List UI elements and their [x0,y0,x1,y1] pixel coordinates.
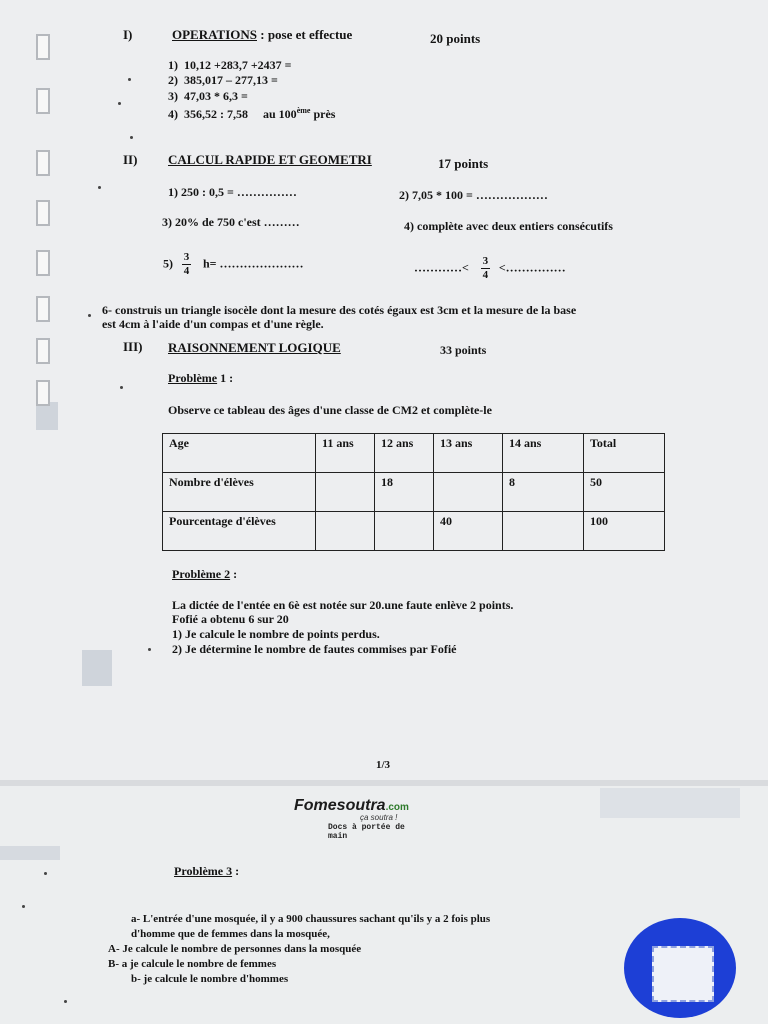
table-cell: 18 [375,473,434,512]
problem-3-line: B- a je calcule le nombre de femmes [108,958,277,970]
op-item-extra: au 100 [263,107,297,121]
binder-hole [36,150,50,176]
q6-line-2: est 4cm à l'aide d'un compas et d'une règle. [102,317,324,331]
table-cell: 100 [584,512,665,551]
q1-text: 1) 250 : 0,5 = …………… [168,185,297,199]
table-cell: 40 [434,512,503,551]
q4-answer-left: …………< [414,260,469,275]
table-header-row [163,434,665,473]
op-item-text: 47,03 * 6,3 = [184,89,248,103]
fraction-numerator: 3 [482,255,489,267]
problem-1-title: Problème [168,371,218,385]
section-1-points: 20 points [430,31,481,46]
table-cell: Nombre d'élèves [163,473,316,512]
scan-shade [36,402,58,430]
problem-2-line: La dictée de l'entée en 6è est notée sur 20.une faute enlève 2 points. [172,598,514,612]
table-cell [434,473,503,512]
q2-text: 2) 7,05 * 100 = ……………… [399,188,548,202]
table-cell [503,512,584,551]
problem-2-line: 2) Je détermine le nombre de fautes commises par Fofié [172,642,457,656]
scan-speck [148,648,151,651]
section-2-points: 17 points [438,156,489,171]
scan-speck [130,136,133,139]
q4-answer-right: <…………… [498,260,566,275]
op-item-sup: ème [296,106,311,115]
scan-speck [120,386,123,389]
problem-3-title: Problème 3 [174,864,233,878]
table-row [163,473,665,512]
page-number: 1/3 [376,759,391,771]
fraction-denominator: 4 [183,265,190,277]
problem-2-heading [172,567,237,582]
table-header-cell: 11 ans [316,434,375,473]
section-3-points: 33 points [440,343,487,357]
op-item-number: 3) [168,89,178,103]
problem-2-line: Fofié a obtenu 6 sur 20 [172,612,289,626]
logo-com: .com [385,802,409,813]
table-header-cell: 13 ans [434,434,503,473]
q6-line-1: 6- construis un triangle isocèle dont la mesure des cotés égaux est 3cm et la mesure de la base [102,303,577,317]
section-2-title: CALCUL RAPIDE ET GEOMETRI [168,152,372,167]
scan-speck [118,102,121,105]
scan-shade [0,846,60,860]
section-3-title: RAISONNEMENT LOGIQUE [168,340,341,355]
section-3-number: III) [123,339,143,354]
problem-2-suffix: : [230,567,238,581]
op-item-number: 2) [168,73,178,87]
table-header-cell: Total [584,434,665,473]
fraction [182,252,191,277]
section-1-number: I) [123,27,133,42]
problem-2-line: 1) Je calcule le nombre de points perdus. [172,627,380,641]
scan-speck [128,78,131,81]
fraction [481,256,490,281]
op-item-1 [168,58,292,73]
scan-shade [82,650,112,686]
op-item-number: 1) [168,58,178,72]
binder-hole [36,380,50,406]
binder-hole [36,200,50,226]
table-cell: Pourcentage d'élèves [163,512,316,551]
q3-text: 3) 20% de 750 c'est ……… [162,215,300,229]
problem-3-heading [174,864,239,879]
problem-3-line: d'homme que de femmes dans la mosquée, [131,928,330,940]
badge-icon [652,946,714,1002]
op-item-number: 4) [168,107,178,121]
binder-hole [36,34,50,60]
binder-hole [36,338,50,364]
fraction-denominator: 4 [482,269,489,281]
logo-tagline: Docs à portée de main [328,823,405,841]
problem-3-line: a- L'entrée d'une mosquée, il y a 900 chaussures sachant qu'ils y a 2 fois plus [131,913,491,925]
op-item-text: 356,52 : 7,58 [184,107,248,121]
scan-speck [64,1000,67,1003]
binder-hole [36,296,50,322]
table-cell: 8 [503,473,584,512]
section-1-title-suffix: : pose et effectue [257,27,353,42]
table-cell: 50 [584,473,665,512]
q4-answer-row [414,256,566,281]
q4-text: 4) complète avec deux entiers consécutifs [404,219,613,233]
fomesoutra-logo [294,797,409,841]
op-item-extra2: près [310,107,336,121]
binder-hole [36,88,50,114]
table-header-cell: 12 ans [375,434,434,473]
problem-1-text: Observe ce tableau des âges d'une classe de CM2 et complète-le [168,403,492,417]
op-item-text: 385,017 – 277,13 = [184,73,278,87]
op-item-3 [168,89,248,104]
table-cell [316,512,375,551]
table-header-cell: 14 ans [503,434,584,473]
section-2-number: II) [123,152,138,167]
problem-3-line: A- Je calcule le nombre de personnes dans la mosquée [108,943,362,955]
scan-shade [600,788,740,818]
table-cell [375,512,434,551]
problem-3-line: b- je calcule le nombre d'hommes [131,973,289,985]
table-cell [316,473,375,512]
q5-number: 5) [163,256,173,271]
ages-table [162,433,665,551]
logo-slogan: ça soutra ! [360,813,398,822]
problem-1-suffix: 1 : [217,371,234,385]
scan-speck [88,314,91,317]
op-item-2 [168,73,278,88]
q5-row [163,252,304,277]
op-item-text: 10,12 +283,7 +2437 = [184,58,292,72]
section-1-title: OPERATIONS [172,27,257,42]
section-1-heading [172,27,352,43]
table-row [163,512,665,551]
binder-hole [36,250,50,276]
q5-after: h= ………………… [203,256,304,271]
table-header-cell: Age [163,434,316,473]
problem-3-suffix: : [232,864,240,878]
problem-2-title: Problème 2 [172,567,231,581]
fraction-numerator: 3 [183,251,190,263]
scan-speck [98,186,101,189]
op-item-4 [168,106,335,122]
scan-speck [22,905,25,908]
logo-name: Fomesoutra [294,797,386,814]
scan-speck [44,872,47,875]
problem-1-heading [168,371,233,386]
